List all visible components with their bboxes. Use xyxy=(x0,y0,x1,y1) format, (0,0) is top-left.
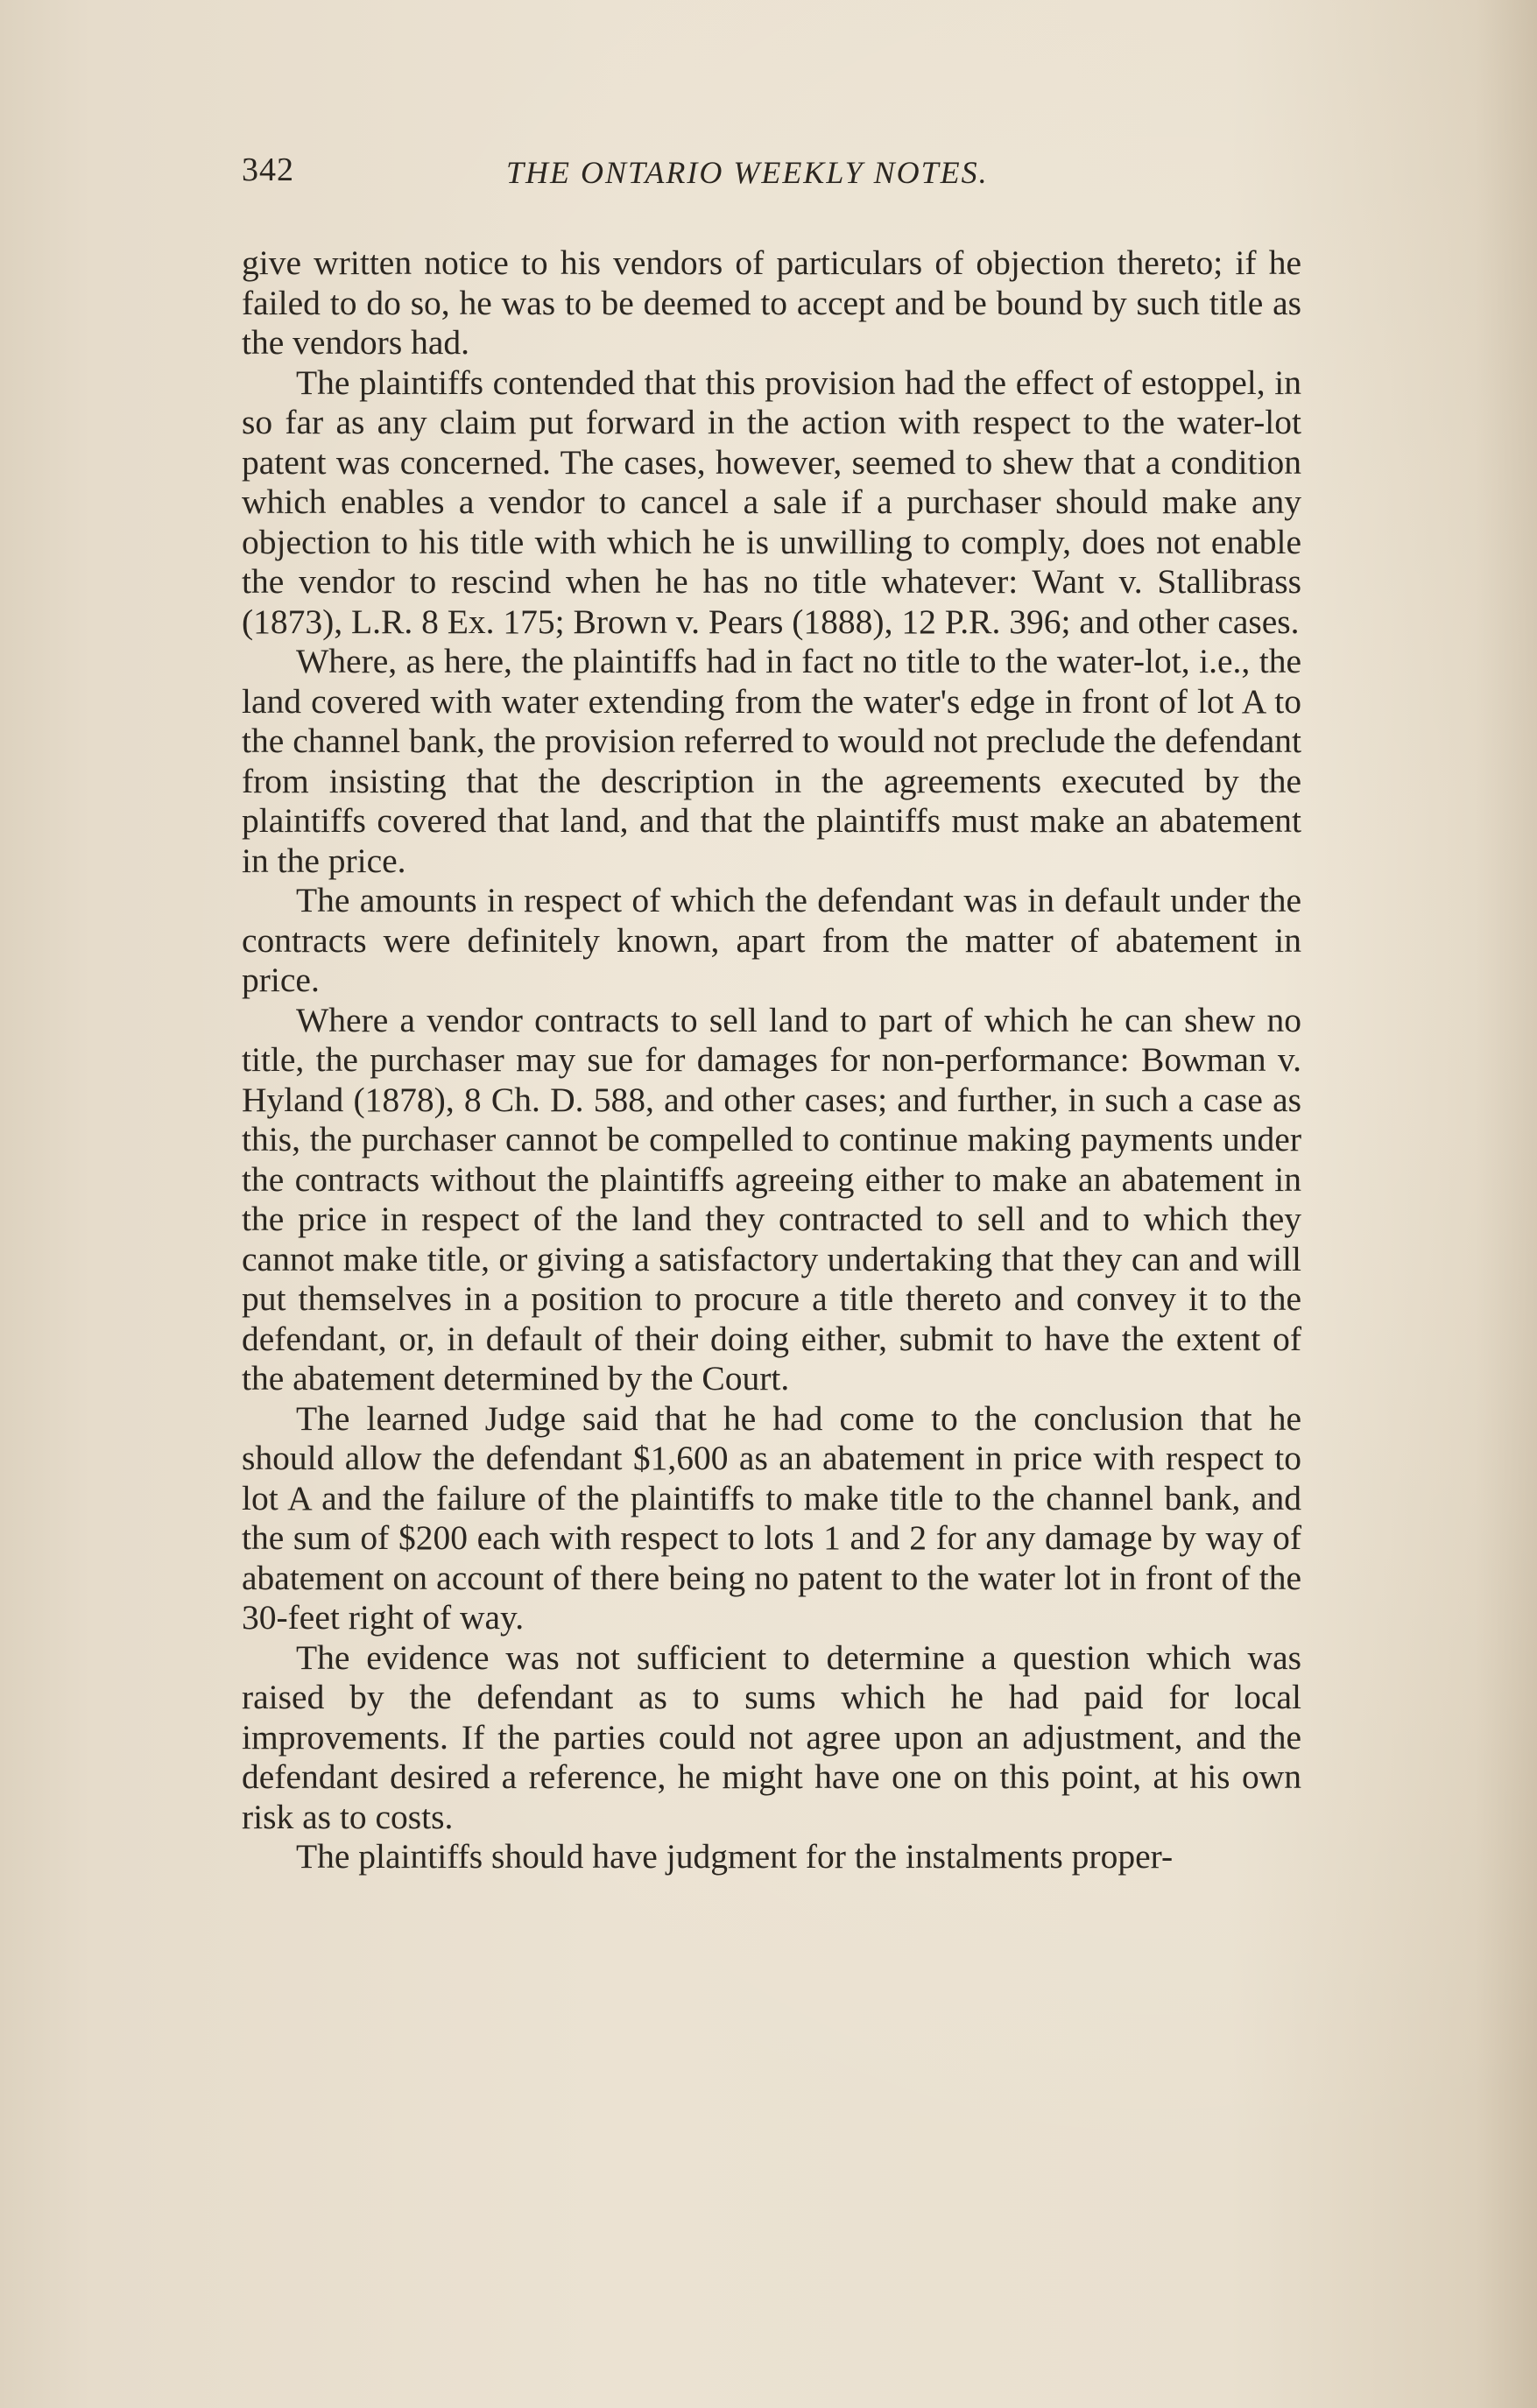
paragraph-evidence: The evidence was not sufficient to determine a question which was raised by the defendant as to sums which he had paid for local improvements. If the parties could not agree upon an adjustment, and the defendant desired a reference, he might have one on this point, at his own risk as to costs. xyxy=(242,1637,1301,1836)
page-number: 342 xyxy=(242,151,294,188)
paragraph-estoppel: The plaintiffs contended that this provision had the effect of estoppel, in so far as any claim put forward in the action with respect to the water-lot patent was concerned. The cases, however, seemed to shew that a condition which enables a vendor to cancel a sale if a purchaser should make any objection to his title with which he is unwilling to comply, does not enable the vendor to rescind when he has no title whatever: Want v. Stallibrass (1873), L.R. 8 Ex. 175; Brown v. Pears (1888), 12 P.R. 396; and other cases. xyxy=(242,363,1301,641)
paragraph-default-amounts: The amounts in respect of which the defendant was in default under the contracts were definitely known, apart from the matter of abatement in price. xyxy=(242,881,1301,999)
paragraph-water-lot: Where, as here, the plaintiffs had in fact no title to the water-lot, i.e., the land covered with water extending from the water's edge in front of lot A to the channel bank, the provision referred to would not preclude the defendant from insisting that the description in the agreements executed by the plaintiffs covered that land, and that the plaintiffs must make an abatement in the price. xyxy=(242,642,1301,880)
paragraph-vendor-contracts: Where a vendor contracts to sell land to part of which he can shew no title, the purchaser may sue for damages for non-performance: Bowman v. Hyland (1878), 8 Ch. D. 588, and other cases; and further, in such a case as this, the purchaser cannot be compelled to continue making payments under the contracts without the plaintiffs agreeing either to make an abatement in the price in respect of the land they contracted to sell and to which they cannot make title, or giving a satisfactory undertaking that they can and will put themselves in a position to procure a title thereto and convey it to the defendant, or, in default of their doing either, submit to have the extent of the abatement determined by the Court. xyxy=(242,1000,1301,1398)
paragraph-judgment: The plaintiffs should have judgment for the instalments proper- xyxy=(296,1837,1174,1876)
body-text xyxy=(242,243,1301,1877)
paragraph-continued: give written notice to his vendors of particulars of objection thereto; if he failed to do so, he was to be deemed to accept and be bound by such title as the vendors had. xyxy=(242,243,1301,362)
running-head xyxy=(242,151,1301,203)
paragraph-abatement-ruling: The learned Judge said that he had come to the conclusion that he should allow the defendant $1,600 as an abatement in price with respect to lot A and the failure of the plaintiffs to make title to the channel bank, and the sum of $200 each with respect to lots 1 and 2 for any damage by way of abatement on account of there being no patent to the water lot in front of the 30-feet right of way. xyxy=(242,1398,1301,1637)
journal-title: THE ONTARIO WEEKLY NOTES. xyxy=(506,155,989,190)
